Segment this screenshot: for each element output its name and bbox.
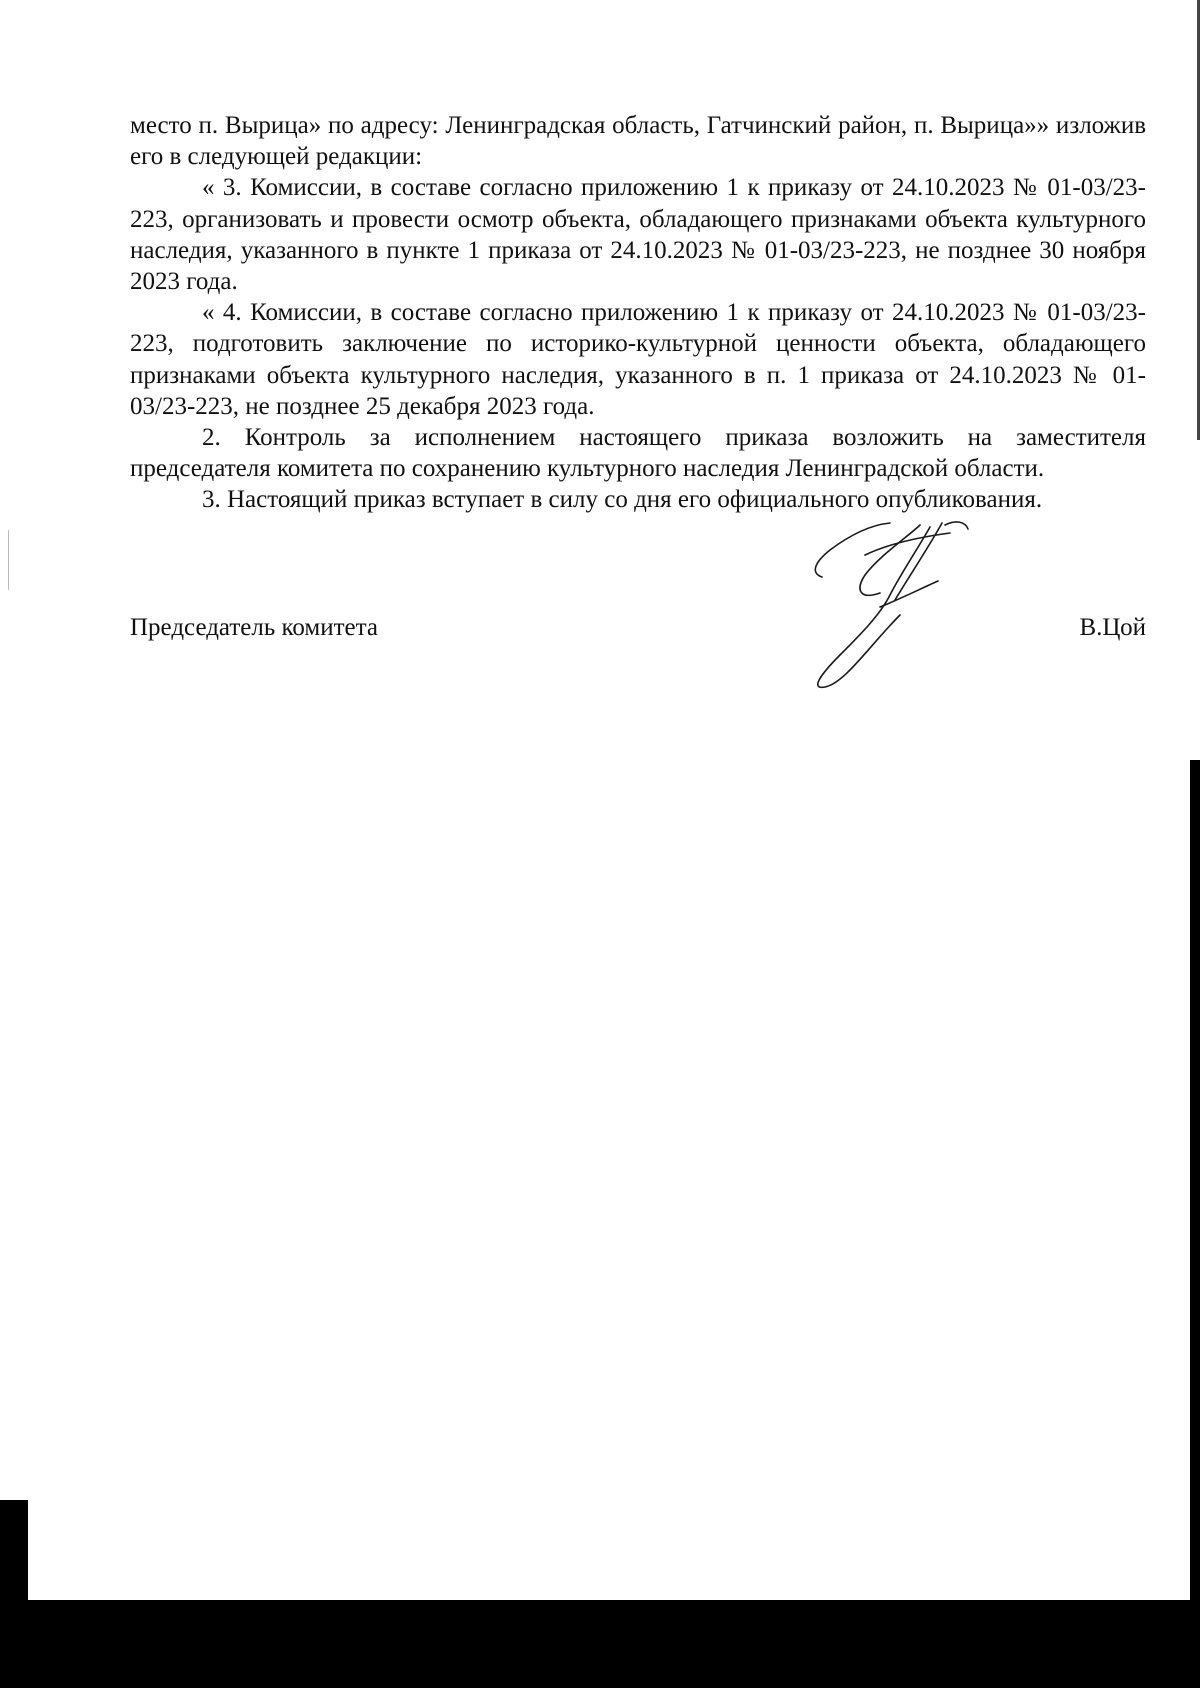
scan-border-bottom	[0, 1600, 1200, 1688]
scan-border-right	[1190, 760, 1200, 1688]
signatory-name: В.Цой	[1079, 614, 1146, 641]
paragraph-item-3: « 3. Комиссии, в составе согласно приложению 1 к приказу от 24.10.2023 № 01-03/23-223, организовать и провести осмотр объекта, обладающего признаками объекта культурного наследия, указанного в пункте 1 приказа от 24.10.2023 № 01-03/23-223, не позднее 30 ноября 2023 года.	[130, 174, 1146, 296]
paragraph-continuation: место п. Вырица» по адресу: Ленинградская область, Гатчинский район, п. Вырица»» изложив его в следующей редакции:	[130, 112, 1146, 171]
scan-speck	[8, 530, 9, 590]
handwritten-signature	[770, 515, 990, 715]
paragraph-effective: 3. Настоящий приказ вступает в силу со дня его официального опубликования.	[202, 486, 1043, 514]
paragraph-item-4: « 4. Комиссии, в составе согласно приложению 1 к приказу от 24.10.2023 № 01-03/23-223, подготовить заключение по историко-культурной ценности объекта, обладающего признаками объекта культурного наследия, указанного в п. 1 приказа от 24.10.2023 № 01-03/23-223, не позднее 25 декабря 2023 года.	[130, 299, 1146, 420]
signatory-title: Председатель комитета	[130, 614, 378, 641]
document-body	[130, 110, 1146, 516]
paragraph-control: 2. Контроль за исполнением настоящего приказа возложить на заместителя председателя комитета по сохранению культурного наследия Ленинградской области.	[130, 424, 1146, 483]
